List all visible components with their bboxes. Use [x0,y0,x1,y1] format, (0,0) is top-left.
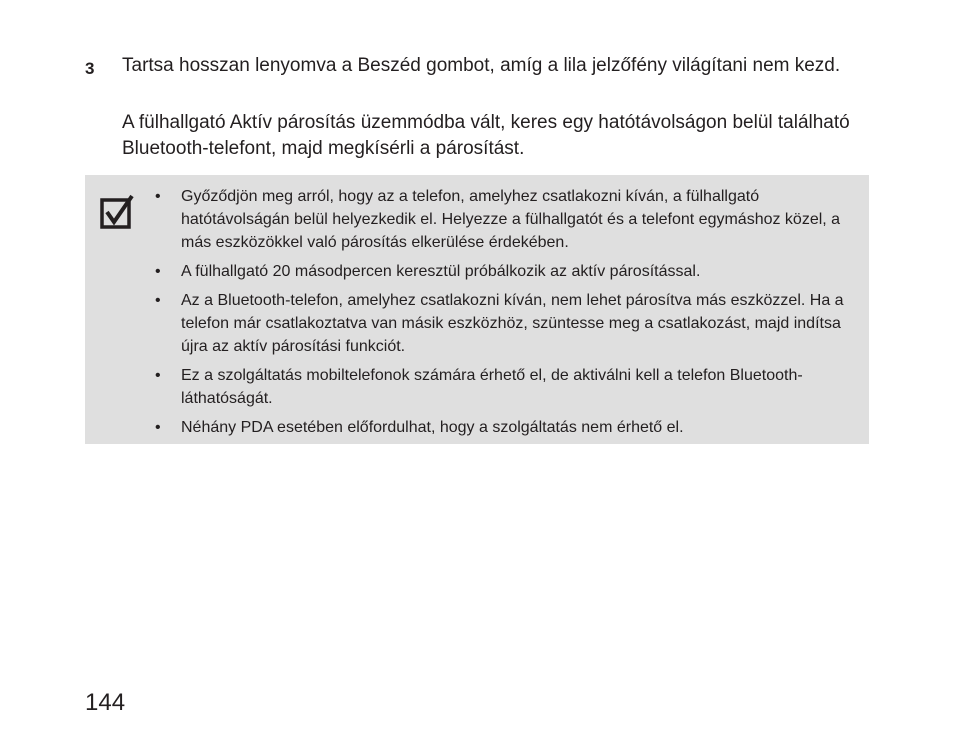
note-item-2 [155,260,860,283]
note-item-3 [155,289,860,358]
bullet: • [155,367,161,384]
note-item-text: Győződjön meg arról, hogy az a telefon, amelyhez csatlakozni kíván, a fülhallgató hatótávolságán belül helyezkedik el. Helyezze a fülhallgatót és a telefont egymáshoz közel, a más eszközökkel való párosítás elkerülése érdekében. [181,188,841,251]
step-number: 3 [85,59,95,78]
note-box [85,175,869,444]
note-item-4 [155,364,860,410]
checkbox-check-icon [99,192,137,232]
note-item-text: Ez a szolgáltatás mobiltelefonok számára érhető el, de aktiválni kell a telefon Bluetooth-láthatóságát. [181,367,803,407]
page-number: 144 [85,689,126,716]
note-item-1 [155,185,860,254]
bullet: • [155,263,161,280]
note-list [155,185,860,445]
note-item-text: A fülhallgató 20 másodpercen keresztül próbálkozik az aktív párosítással. [181,263,701,280]
note-item-text: Az a Bluetooth-telefon, amelyhez csatlakozni kíván, nem lehet párosítva más eszközzel. Ha a telefon már csatlakoztatva van másik eszközhöz, szüntesse meg a csatlakozást, majd indítsa újra az aktív párosítási funkciót. [181,292,844,355]
step-description: A fülhallgató Aktív párosítás üzemmódba vált, keres egy hatótávolságon belül található Bluetooth-telefont, majd megkísérli a párosítást. [122,112,850,159]
bullet: • [155,419,161,436]
bullet: • [155,188,161,205]
note-item-text: Néhány PDA esetében előfordulhat, hogy a szolgáltatás nem érhető el. [181,419,684,436]
step-instruction: Tartsa hosszan lenyomva a Beszéd gombot, amíg a lila jelzőfény világítani nem kezd. [122,55,841,76]
note-item-5 [155,416,860,439]
bullet: • [155,292,161,309]
